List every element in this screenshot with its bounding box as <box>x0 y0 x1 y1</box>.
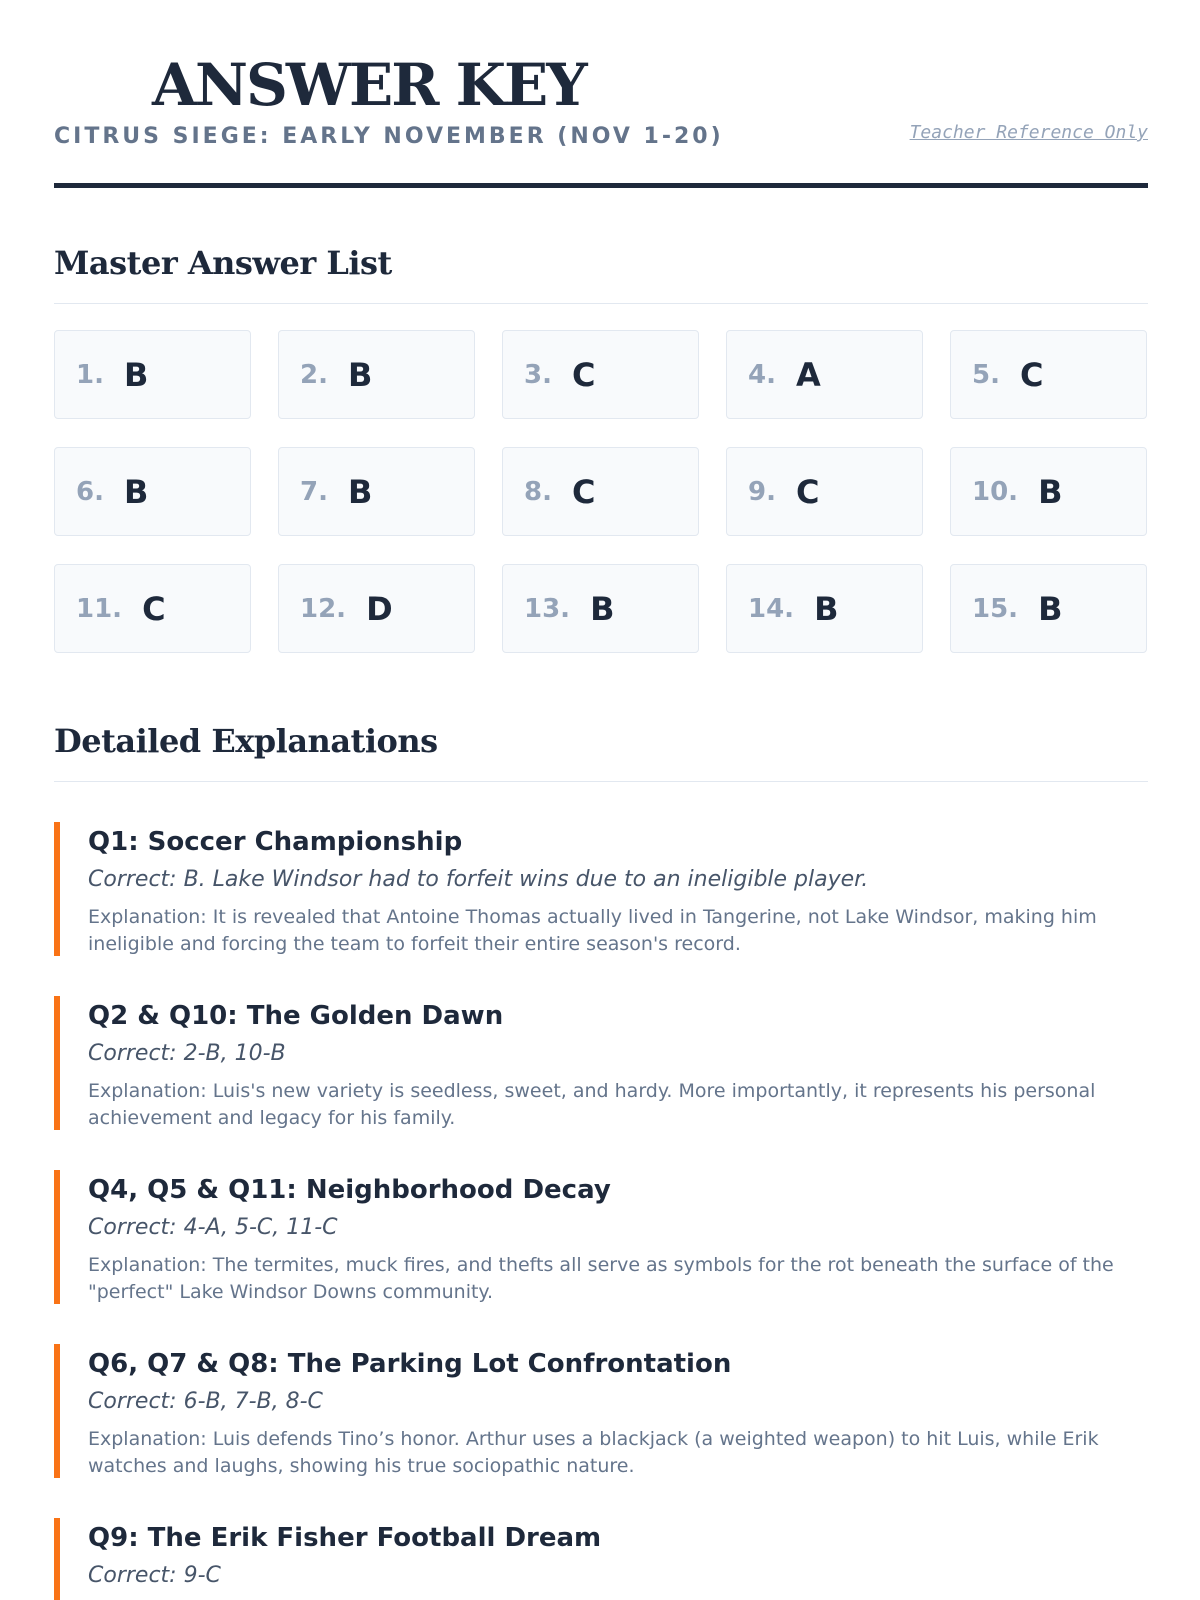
question-number: 3. <box>524 359 552 390</box>
explanation-title: Q9: The Erik Fisher Football Dream <box>88 1523 602 1553</box>
answer-cell <box>54 447 251 536</box>
answer-cell <box>54 330 251 419</box>
correct-answer: Correct: 4-A, 5-C, 11-C <box>88 1214 338 1240</box>
answer-cell <box>502 330 699 419</box>
answer-key-page <box>54 0 1148 1588</box>
question-number: 2. <box>300 359 328 390</box>
correct-answer: Correct: 6-B, 7-B, 8-C <box>88 1388 323 1414</box>
question-number: 8. <box>524 476 552 507</box>
detailed-explanations-heading: Detailed Explanations <box>54 722 1148 782</box>
master-answer-list-heading: Master Answer List <box>54 244 1148 304</box>
answer-letter: C <box>571 355 596 394</box>
correct-answer: Correct: 9-C <box>88 1562 221 1588</box>
question-number: 5. <box>972 359 1000 390</box>
answer-cell <box>54 564 251 653</box>
explanation-text: Explanation: The termites, muck fires, and thefts all serve as symbols for the rot beneath the surface of the "perfect" Lake Windsor Downs community. <box>88 1254 1114 1303</box>
explanation-text: Explanation: Luis's new variety is seedless, sweet, and hardy. More importantly, it represents his personal achievement and legacy for his family. <box>88 1080 1096 1129</box>
answer-letter: B <box>590 589 615 628</box>
explanations-list <box>54 822 1148 1600</box>
answer-letter: B <box>347 355 373 394</box>
explanation-title: Q2 & Q10: The Golden Dawn <box>88 1001 504 1031</box>
explanation-item <box>54 1518 1148 1600</box>
correct-answer: Correct: B. Lake Windsor had to forfeit wins due to an ineligible player. <box>88 866 869 892</box>
answer-letter: C <box>571 472 596 511</box>
question-number: 11. <box>76 593 123 624</box>
answer-cell <box>726 564 923 653</box>
answer-letter: C <box>1019 355 1044 394</box>
question-number: 7. <box>300 476 328 507</box>
question-number: 1. <box>76 359 104 390</box>
answer-cell <box>278 447 475 536</box>
answer-letter: B <box>1038 472 1063 511</box>
answer-cell <box>950 447 1147 536</box>
page-header <box>54 0 1148 188</box>
question-number: 15. <box>972 593 1019 624</box>
page-subtitle: CITRUS SIEGE: EARLY NOVEMBER (NOV 1-20) <box>54 124 724 149</box>
explanation-item <box>54 996 1148 1130</box>
question-number: 4. <box>748 359 776 390</box>
explanation-item <box>54 822 1148 956</box>
question-number: 14. <box>748 593 795 624</box>
answer-cell <box>950 564 1147 653</box>
explanation-text: Explanation: It is revealed that Antoine Thomas actually lived in Tangerine, not Lake Windsor, making him ineligible and forcing the team to forfeit their entire season's record. <box>88 906 1097 955</box>
page-title: ANSWER KEY <box>152 51 586 119</box>
question-number: 10. <box>972 476 1019 507</box>
explanation-item <box>54 1170 1148 1304</box>
explanation-title: Q6, Q7 & Q8: The Parking Lot Confrontation <box>88 1349 732 1379</box>
answer-cell <box>278 564 475 653</box>
explanation-text: Explanation: Luis defends Tino’s honor. Arthur uses a blackjack (a weighted weapon) to hit Luis, while Erik watches and laughs, showing his true sociopathic nature. <box>88 1428 1099 1477</box>
answer-cell <box>950 330 1147 419</box>
answer-letter: B <box>123 472 149 511</box>
explanation-item <box>54 1344 1148 1478</box>
answer-cell <box>502 447 699 536</box>
answer-cell <box>726 447 923 536</box>
answer-letter: B <box>347 472 373 511</box>
answer-letter: C <box>142 589 166 628</box>
question-number: 12. <box>300 593 347 624</box>
answer-letter: C <box>795 472 820 511</box>
explanation-title: Q1: Soccer Championship <box>88 827 463 857</box>
teacher-reference-note: Teacher Reference Only <box>909 122 1148 143</box>
answer-grid <box>54 330 1148 653</box>
explanation-title: Q4, Q5 & Q11: Neighborhood Decay <box>88 1175 611 1205</box>
answer-letter: A <box>795 355 821 394</box>
correct-answer: Correct: 2-B, 10-B <box>88 1040 286 1066</box>
answer-letter: D <box>366 589 393 628</box>
question-number: 13. <box>524 593 571 624</box>
question-number: 6. <box>76 476 104 507</box>
answer-cell <box>502 564 699 653</box>
question-number: 9. <box>748 476 776 507</box>
answer-letter: B <box>123 355 149 394</box>
answer-letter: B <box>1038 589 1063 628</box>
answer-cell <box>726 330 923 419</box>
answer-cell <box>278 330 475 419</box>
answer-letter: B <box>814 589 839 628</box>
